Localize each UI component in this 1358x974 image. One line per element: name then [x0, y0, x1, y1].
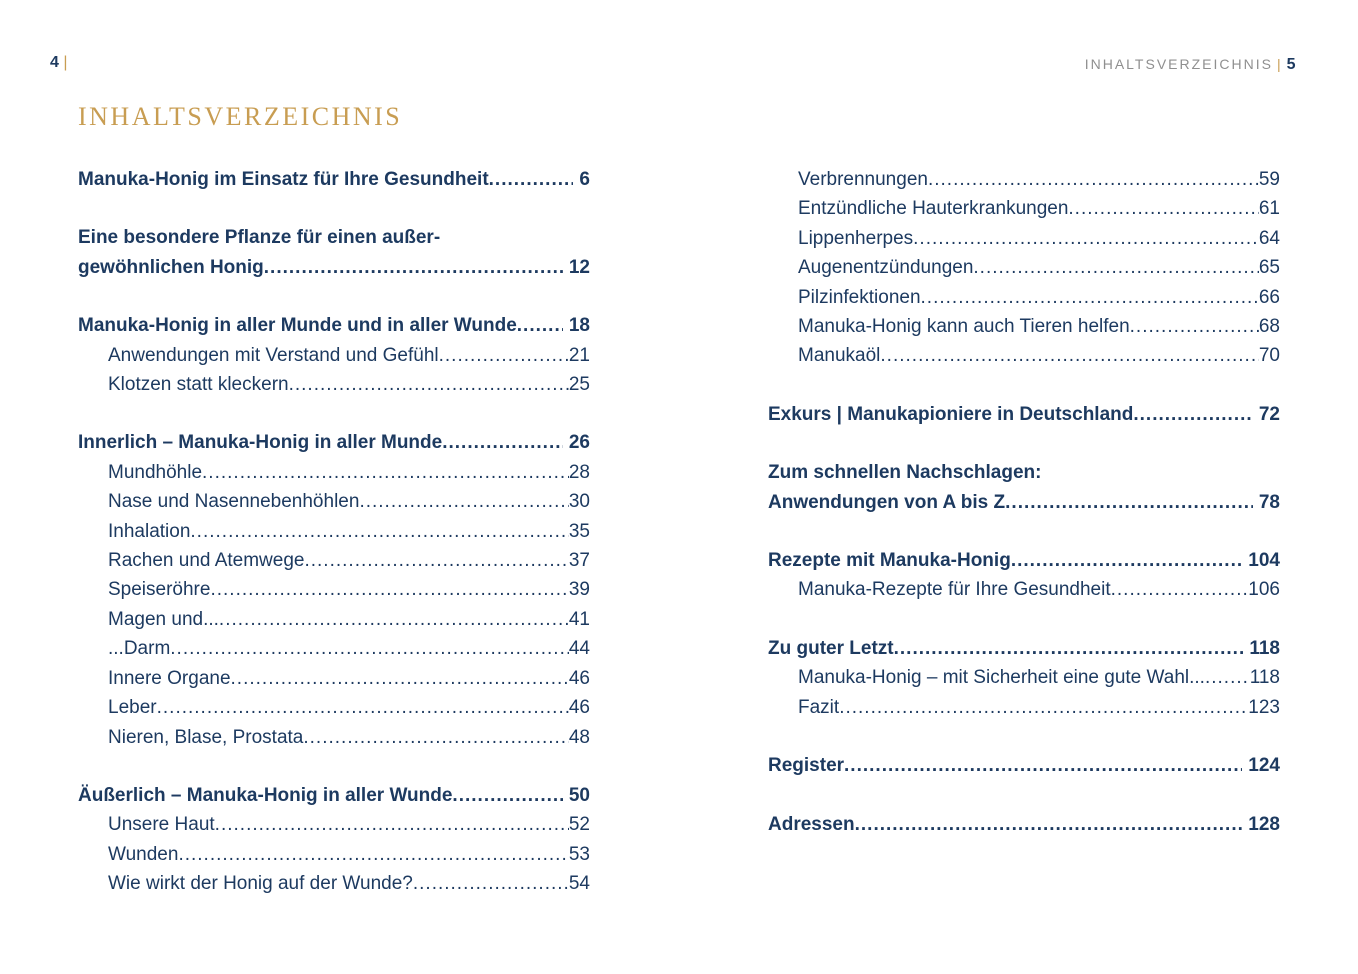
- toc-entry-line: [108, 575, 590, 604]
- toc-dot-leader: [894, 634, 1244, 663]
- toc-sub-entry: [78, 341, 590, 370]
- toc-page-number: 28: [568, 461, 590, 483]
- toc-entry-label: Mundhöhle: [108, 461, 203, 483]
- toc-entry-line: [798, 283, 1280, 312]
- toc-sub-entry: [78, 693, 590, 722]
- toc-page-number: 44: [568, 638, 590, 660]
- toc-heading-entry: [78, 428, 590, 457]
- toc-page-number: 12: [568, 256, 590, 278]
- toc-sub-entry: [78, 487, 590, 516]
- toc-dot-leader: [304, 546, 568, 575]
- toc-sub-entry: [78, 664, 590, 693]
- toc-entry-label: Nieren, Blase, Prostata: [108, 726, 304, 748]
- toc-entry-line: [798, 165, 1280, 194]
- toc-entry-label: Manuka-Honig kann auch Tieren helfen: [798, 316, 1130, 338]
- toc-entry-label: Äußerlich – Manuka-Honig in aller Wunde: [78, 784, 453, 806]
- toc-entry-line: [768, 810, 1280, 839]
- toc-heading-entry: [768, 751, 1280, 780]
- toc-sub-entry: [768, 663, 1280, 692]
- toc-page-number: 59: [1258, 169, 1280, 190]
- toc-entry-line: [798, 693, 1280, 722]
- toc-entry-label: Register: [768, 755, 845, 777]
- toc-heading-entry: [768, 634, 1280, 663]
- toc-page-number: 48: [568, 726, 590, 748]
- toc-entry-line: [78, 311, 590, 340]
- toc-entry-label: Wunden: [108, 843, 179, 865]
- toc-sub-entry: [78, 517, 590, 546]
- toc-page-number: 21: [568, 344, 590, 366]
- toc-entry-line: [768, 488, 1280, 517]
- toc-dot-leader: [1205, 663, 1250, 692]
- toc-dot-leader: [359, 487, 568, 516]
- toc-dot-leader: [913, 224, 1259, 253]
- toc-column-left: [78, 165, 590, 899]
- toc-entry-label: Eine besondere Pflanze für einen außer-: [78, 227, 441, 249]
- toc-page-number: 64: [1258, 227, 1280, 249]
- toc-entry-line: [768, 546, 1280, 575]
- toc-page-number: 123: [1248, 696, 1280, 718]
- page-title: INHALTSVERZEICHNIS: [78, 102, 403, 131]
- toc-entry-line: [798, 312, 1280, 341]
- toc-entry-line: [108, 840, 590, 869]
- toc-sub-entry: [768, 575, 1280, 604]
- toc-page-number: 37: [568, 550, 590, 572]
- toc-dot-leader: [517, 311, 563, 340]
- toc-entry-label: Innere Organe: [108, 667, 231, 689]
- left-page-number: 4: [50, 54, 60, 71]
- toc-sub-entry: [78, 840, 590, 869]
- toc-heading-entry: [78, 223, 590, 282]
- toc-entry-line: [108, 370, 590, 399]
- toc-sub-entry: [78, 546, 590, 575]
- toc-entry-line: [108, 341, 590, 370]
- toc-entry-line: [108, 869, 590, 898]
- toc-page-number: 18: [568, 315, 590, 337]
- toc-entry-line: [78, 428, 590, 457]
- toc-page-number: 68: [1258, 316, 1280, 338]
- toc-dot-leader: [1111, 575, 1249, 604]
- toc-page-number: 61: [1258, 198, 1280, 220]
- toc-sub-entry: [78, 723, 590, 752]
- toc-page-number: 128: [1248, 813, 1280, 835]
- toc-entry-label: Manuka-Rezepte für Ihre Gesundheit: [798, 579, 1111, 601]
- toc-entry-line: [798, 224, 1280, 253]
- toc-dot-leader: [303, 723, 568, 752]
- toc-entry-line: [108, 546, 590, 575]
- toc-page-number: 25: [568, 374, 590, 396]
- toc-entry-line: [798, 194, 1280, 223]
- toc-dot-leader: [178, 840, 568, 869]
- toc-page-number: 46: [568, 667, 590, 689]
- toc-entry-label: Anwendungen von A bis Z: [768, 491, 1006, 513]
- toc-entry-label: Manuka-Honig in aller Munde und in aller Wunde: [78, 315, 517, 337]
- header-separator: |: [63, 54, 69, 71]
- toc-page-number: 124: [1248, 755, 1280, 777]
- toc-heading-entry: [78, 165, 590, 194]
- toc-sub-entry: [78, 869, 590, 898]
- toc-entry-line: [78, 223, 590, 252]
- toc-heading-entry: [768, 400, 1280, 429]
- toc-page-number: 35: [568, 520, 590, 542]
- toc-entry-label: gewöhnlichen Honig: [78, 256, 264, 278]
- toc-page-number: 50: [568, 784, 590, 806]
- toc-sub-entry: [78, 458, 590, 487]
- toc-dot-leader: [170, 634, 569, 663]
- toc-dot-leader: [413, 869, 569, 898]
- toc-page-number: 104: [1248, 550, 1280, 572]
- toc-entry-line: [108, 458, 590, 487]
- toc-sub-entry: [768, 253, 1280, 282]
- toc-dot-leader: [190, 517, 568, 546]
- toc-entry-label: Manuka-Honig im Einsatz für Ihre Gesundheit: [78, 169, 489, 190]
- toc-entry-label: Lippenherpes: [798, 227, 914, 249]
- toc-heading-entry: [768, 546, 1280, 575]
- toc-sub-entry: [768, 693, 1280, 722]
- toc-dot-leader: [973, 253, 1258, 282]
- toc-entry-line: [78, 781, 590, 810]
- toc-dot-leader: [202, 458, 569, 487]
- toc-entry-line: [798, 341, 1280, 370]
- toc-heading-entry: [768, 458, 1280, 517]
- toc-page-number: 106: [1248, 579, 1280, 601]
- toc-entry-line: [78, 165, 590, 194]
- toc-dot-leader: [1130, 312, 1259, 341]
- toc-dot-leader: [489, 165, 574, 194]
- toc-entry-label: Speiseröhre: [108, 579, 211, 601]
- toc-entry-label: Pilzinfektionen: [798, 286, 921, 308]
- toc-entry-line: [108, 634, 590, 663]
- toc-entry-label: Entzündliche Hauterkrankungen: [798, 198, 1069, 220]
- toc-dot-leader: [1005, 488, 1253, 517]
- toc-sub-entry: [78, 810, 590, 839]
- toc-entry-line: [798, 663, 1280, 692]
- toc-dot-leader: [219, 605, 569, 634]
- toc-entry-label: Fazit: [798, 696, 840, 718]
- toc-page-number: 72: [1258, 403, 1280, 425]
- toc-entry-line: [108, 723, 590, 752]
- toc-page-number: 118: [1249, 667, 1280, 689]
- toc-dot-leader: [210, 575, 568, 604]
- toc-page-number: 66: [1258, 286, 1280, 308]
- toc-page-number: 39: [568, 579, 590, 601]
- toc-dot-leader: [231, 664, 569, 693]
- toc-entry-line: [108, 517, 590, 546]
- toc-dot-leader: [442, 428, 563, 457]
- toc-page-number: 54: [568, 873, 590, 895]
- toc-entry-line: [108, 605, 590, 634]
- toc-page-number: 6: [579, 169, 590, 190]
- toc-dot-leader: [1133, 400, 1253, 429]
- toc-dot-leader: [439, 341, 569, 370]
- toc-entry-label: ...Darm: [108, 638, 171, 660]
- toc-entry-line: [78, 253, 590, 282]
- toc-entry-label: Adressen: [768, 813, 855, 835]
- toc-page-number: 30: [568, 491, 590, 513]
- toc-entry-line: [108, 487, 590, 516]
- toc-entry-label: Manuka-Honig – mit Sicherheit eine gute Wahl...: [798, 667, 1205, 689]
- toc-dot-leader: [928, 165, 1259, 194]
- toc-entry-line: [798, 575, 1280, 604]
- toc-dot-leader: [855, 810, 1243, 839]
- toc-page-number: 41: [568, 608, 590, 630]
- toc-entry-label: Unsere Haut: [108, 814, 215, 836]
- toc-page-number: 70: [1258, 345, 1280, 367]
- toc-dot-leader: [264, 253, 563, 282]
- toc-entry-line: [798, 253, 1280, 282]
- toc-entry-label: Verbrennungen: [798, 169, 928, 190]
- toc-entry-line: [768, 400, 1280, 429]
- toc-entry-label: Inhalation: [108, 520, 191, 542]
- toc-sub-entry: [78, 370, 590, 399]
- toc-entry-label: Innerlich – Manuka-Honig in aller Munde: [78, 432, 443, 454]
- header-separator: |: [1276, 56, 1283, 72]
- toc-dot-leader: [157, 693, 569, 722]
- toc-page-number: 46: [568, 697, 590, 719]
- toc-entry-line: [108, 810, 590, 839]
- toc-dot-leader: [452, 781, 562, 810]
- toc-entry-label: Exkurs | Manukapioniere in Deutschland: [768, 403, 1134, 425]
- toc-entry-label: Rezepte mit Manuka-Honig: [768, 550, 1011, 572]
- toc-page-number: 65: [1258, 257, 1280, 279]
- toc-dot-leader: [1068, 194, 1258, 223]
- toc-dot-leader: [839, 693, 1248, 722]
- toc-entry-label: Klotzen statt kleckern: [108, 374, 289, 396]
- toc-page-number: 78: [1258, 491, 1280, 513]
- running-header-left: [50, 54, 72, 72]
- toc-dot-leader: [844, 751, 1242, 780]
- toc-entry-label: Zum schnellen Nachschlagen:: [768, 462, 1042, 484]
- toc-entry-label: Zu guter Letzt: [768, 637, 894, 659]
- toc-entry-label: Rachen und Atemwege: [108, 550, 305, 572]
- toc-entry-label: Nase und Nasennebenhöhlen: [108, 491, 360, 513]
- toc-sub-entry: [78, 605, 590, 634]
- toc-sub-entry: [768, 224, 1280, 253]
- toc-page-number: 52: [568, 814, 590, 836]
- running-header-right: [1085, 56, 1296, 74]
- toc-entry-label: Anwendungen mit Verstand und Gefühl: [108, 344, 439, 366]
- toc-sub-entry: [768, 165, 1280, 194]
- toc-sub-entry: [768, 312, 1280, 341]
- toc-heading-entry: [78, 781, 590, 810]
- toc-page-number: 53: [568, 843, 590, 865]
- toc-entry-line: [108, 693, 590, 722]
- toc-column-right: [768, 165, 1280, 839]
- toc-entry-line: [108, 664, 590, 693]
- toc-heading-entry: [768, 810, 1280, 839]
- toc-entry-line: [768, 751, 1280, 780]
- toc-entry-label: Manukaöl: [798, 345, 881, 367]
- toc-dot-leader: [1011, 546, 1242, 575]
- toc-entry-label: Wie wirkt der Honig auf der Wunde?: [108, 873, 413, 895]
- toc-entry-label: Magen und...: [108, 608, 219, 630]
- toc-sub-entry: [768, 283, 1280, 312]
- toc-sub-entry: [78, 575, 590, 604]
- toc-dot-leader: [880, 341, 1258, 370]
- toc-dot-leader: [215, 810, 569, 839]
- toc-entry-line: [768, 634, 1280, 663]
- toc-page-number: 118: [1249, 637, 1280, 659]
- toc-sub-entry: [768, 341, 1280, 370]
- toc-heading-entry: [78, 311, 590, 340]
- toc-dot-leader: [921, 283, 1259, 312]
- running-header-label: INHALTSVERZEICHNIS: [1084, 56, 1273, 72]
- toc-entry-line: [768, 458, 1280, 487]
- toc-page-number: 26: [568, 432, 590, 454]
- right-page-number: 5: [1286, 56, 1296, 73]
- toc-entry-label: Augenentzündungen: [798, 257, 974, 279]
- toc-sub-entry: [78, 634, 590, 663]
- toc-sub-entry: [768, 194, 1280, 223]
- toc-entry-label: Leber: [108, 697, 157, 719]
- toc-dot-leader: [289, 370, 569, 399]
